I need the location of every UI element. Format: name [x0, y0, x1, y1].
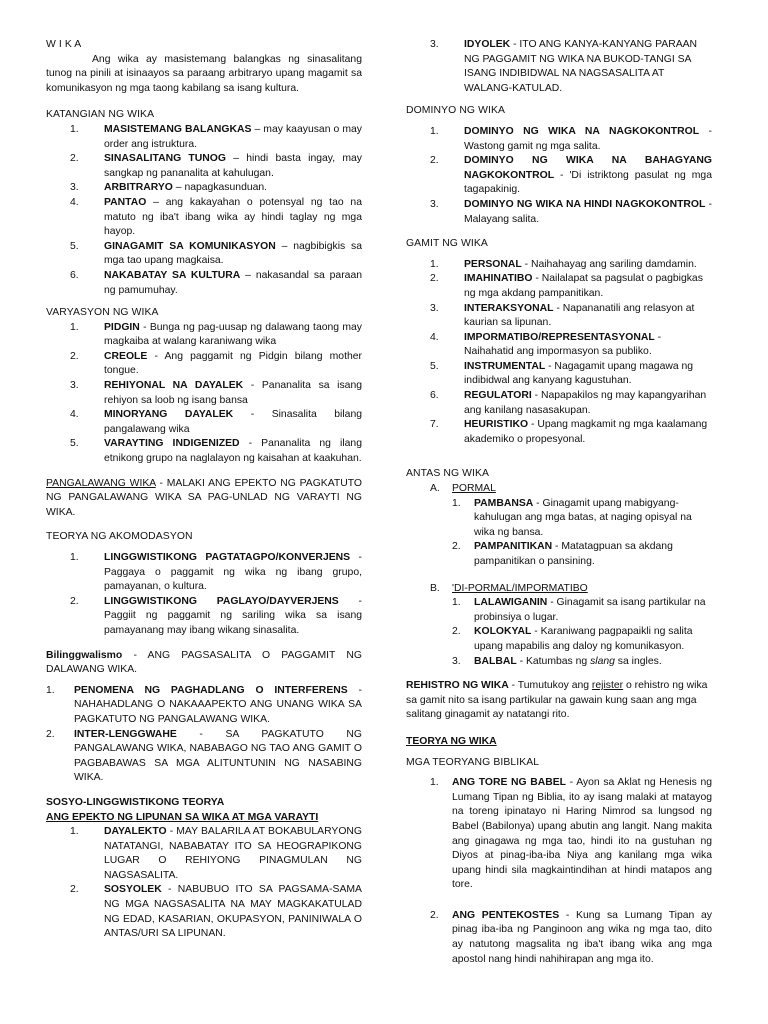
list-item: 1. PAMBANSA - Ginagamit upang mabigyang-kahulugan ang mga batas, at naging opisyal na wika ng bansa.: [452, 497, 692, 538]
list-item: 6. REGULATORI - Napapakilos ng may kapangyarihan ang kanilang nasasakupan.: [430, 390, 707, 416]
wika-intro: Ang wika ay masistemang balangkas ng sinasalitang tunog na pinili at isinaayos sa paraang arbitraryo upang magamit sa komunikasyon ng mga taong kabilang sa isang kultura.: [46, 53, 362, 94]
right-column: [406, 38, 712, 967]
list-item: 3. REHIYONAL NA DAYALEK - Pananalita sa isang rehiyon sa loob ng isang bansa: [70, 380, 362, 406]
list-item: 1. PERSONAL - Naihahayag ang sariling damdamin.: [430, 258, 697, 270]
wika-title: W I K A: [46, 39, 82, 50]
varyasyon-title: VARYASYON NG WIKA: [46, 307, 159, 319]
list-item: 3. ARBITRARYO – napagkasunduan.: [70, 182, 268, 194]
list-item: 7. HEURISTIKO - Upang magkamit ng mga kaalamang akademiko o propesyonal.: [430, 419, 708, 445]
list-item: 5. VARAYTING INDIGENIZED - Pananalita ng ilang etnikong grupo na naglalayon ng kaisahan at kaakuhan.: [70, 438, 362, 465]
list-item: 5. GINAGAMIT SA KOMUNIKASYON – nagbibigkis sa mga tao upang magkaisa.: [70, 240, 362, 267]
akomodasyon-title: TEORYA NG AKOMODASYON: [46, 531, 193, 543]
list-item: 1. DOMINYO NG WIKA NA NAGKOKONTROL - Wastong gamit ng mga salita.: [430, 125, 712, 152]
katangian-list: [70, 123, 362, 298]
list-item: 1. DAYALEKTO - MAY BALARILA AT BOKABULARYONG NATATANGI, NABABATAY ITO SA HEOGRAPIKONG LUGAR O REHIYONG PINAGMULAN NG NAGSASALITA.: [70, 826, 362, 881]
bilinggwalismo-list: [46, 684, 362, 786]
list-item: 2. SINASALITANG TUNOG – hindi basta ingay, may sangkap ng pananalita at kahulugan.: [70, 153, 362, 179]
sosyo-subtitle: ANG EPEKTO NG LIPUNAN SA WIKA AT MGA VARAYTI: [46, 811, 319, 823]
list-item: 3. INTERAKSYONAL - Napananatili ang relasyon at kaurian sa lipunan.: [430, 302, 695, 329]
pormal-heading: A. PORMAL: [430, 483, 496, 495]
dominyo-title: DOMINYO NG WIKA: [406, 105, 506, 117]
list-item: 1. ANG TORE NG BABEL - Ayon sa Aklat ng Henesis ng Lumang Tipan ng Biblia, ito ay isang malaki at matayog na toreng ipinatayo ni Haring Nimrod sa lungsod ng Babel (Babilonya) upang abutin ang langit. Nang makita ang ginagawa ng mga tao, hindi ito na gustuhan ng Diyos at pinag-iba-iba Niya ang kanilang mga wika upang hindi sila magkaintindihan at hindi matapos ang tore.: [430, 777, 712, 891]
biblikal-list: [430, 776, 712, 967]
list-item: 4. IMPORMATIBO/REPRESENTASYONAL - Naihahatid ang impormasyon sa publiko.: [430, 331, 662, 358]
list-item: 1. LALAWIGANIN - Ginagamit sa isang partikular na probinsiya o lugar.: [452, 597, 706, 623]
pangalawang-wika: PANGALAWANG WIKA - MALAKI ANG EPEKTO NG PAGKATUTO NG PANGALAWANG WIKA SA PAG-UNLAD NG VARAYTI NG WIKA.: [46, 477, 362, 518]
gamit-title: GAMIT NG WIKA: [406, 238, 488, 250]
list-item: 1. MASISTEMANG BALANGKAS – may kaayusan o may order ang istruktura.: [70, 123, 363, 150]
katangian-title: KATANGIAN NG WIKA: [46, 109, 155, 121]
akomodasyon-list: [70, 551, 362, 639]
dominyo-list: [430, 125, 712, 227]
list-item: 2. CREOLE - Ang paggamit ng Pidgin bilang mother tongue.: [70, 350, 362, 377]
sosyo-list: [70, 825, 362, 942]
gamit-list: [430, 258, 712, 448]
left-column: [46, 38, 362, 942]
list-item: 5. INSTRUMENTAL - Nagagamit upang magawa ng indibidwal ang kanyang kagustuhan.: [430, 360, 694, 387]
rehistro: REHISTRO NG WIKA - Tumutukoy ang rejister o rehistro ng wika sa gamit nito sa isang partikular na gawain kung saan ang mga salitang ginagamit ay natatangi rito.: [406, 680, 708, 721]
bilinggwalismo: Bilinggwalismo - ANG PAGSASALITA O PAGGAMIT NG DALAWANG WIKA.: [46, 649, 362, 676]
idyolek-item: 3. IDYOLEK - ITO ANG KANYA-KANYANG PARAAN NG PAGGAMIT NG WIKA NA BUKOD-TANGI SA ISANG INDIBIDWAL NA NAGSASALITA AT WALANG-KATULAD.: [430, 39, 698, 94]
list-item: 3. BALBAL - Katumbas ng slang sa ingles.: [452, 655, 662, 667]
teorya-title: TEORYA NG WIKA: [406, 735, 497, 747]
list-item: 2. LINGGWISTIKONG PAGLAYO/DAYVERJENS - Paggiit ng paggamit ng sariling wika sa isang pamayanang may ibang wikang sinasalita.: [70, 595, 362, 636]
list-item: 4. PANTAO – ang kakayahan o potensyal ng tao na matuto ng iba't ibang wika ay hindi taglay ng mga hayop.: [70, 196, 362, 238]
pormal-list: [452, 497, 712, 570]
list-item: 3. DOMINYO NG WIKA NA HINDI NAGKOKONTROL - Malayang salita.: [430, 198, 712, 225]
list-item: 2. SOSYOLEK - NABUBUO ITO SA PAGSAMA-SAMA NG MGA NAGSASALITA NA MAY MAGKAKATULAD NG EDAD, KASARIAN, OKUPASYON, PANINIWALA O ANTAS/URI SA LIPUNAN.: [70, 884, 362, 940]
list-item: 6. NAKABATAY SA KULTURA – nakasandal sa paraan ng pamumuhay.: [70, 269, 362, 296]
list-item: 2. INTER-LENGGWAHE - SA PAGKATUTO NG PANGALAWANG WIKA, NABABAGO NG TAO ANG GAMIT O PAGBABAWAS SA MGA ALITUNTUNIN NG NASABING WIKA.: [46, 728, 362, 784]
list-item: 2. ANG PENTEKOSTES - Kung sa Lumang Tipan ay pinag iba-iba ng Panginoon ang wika ng mga tao, dito ay natutong magsalita ng iba't ibang wika ang mga apostol nang hindi nahihirapan ang mga ito.: [430, 909, 712, 965]
list-item: 2. IMAHINATIBO - Nailalapat sa pagsulat o pagbigkas ng mga akdang pampanitikan.: [430, 273, 703, 299]
list-item: 1. LINGGWISTIKONG PAGTATAGPO/KONVERJENS - Paggaya o paggamit ng wika ng ibang grupo, pamayanan, o kultura.: [70, 552, 362, 593]
list-item: 1. PENOMENA NG PAGHADLANG O INTERFERENS - NAHAHADLANG O NAKAAAPEKTO ANG UNANG WIKA SA PAGKATUTO NG PANGALAWANG WIKA.: [46, 684, 362, 725]
varyasyon-list: [70, 321, 362, 467]
sosyo-title: SOSYO-LINGGWISTIKONG TEORYA: [46, 796, 225, 808]
antas-title: ANTAS NG WIKA: [406, 468, 490, 480]
dipormal-heading: B. 'DI-PORMAL/IMPORMATIBO: [430, 582, 588, 594]
list-item: 1. PIDGIN - Bunga ng pag-uusap ng dalawang taong may magkaiba at walang karaniwang wika: [70, 321, 362, 348]
list-item: 4. MINORYANG DAYALEK - Sinasalita bilang pangalawang wika: [70, 409, 363, 435]
list-item: 2. PAMPANITIKAN - Matatagpuan sa akdang pampanitikan o pansining.: [452, 541, 673, 567]
list-item: 2. DOMINYO NG WIKA NA BAHAGYANG NAGKOKONTROL - 'Di istriktong pasulat ng mga tagapakinig.: [430, 155, 712, 196]
dipormal-list: [452, 596, 712, 669]
biblikal-title: MGA TEORYANG BIBLIKAL: [406, 756, 540, 768]
list-item: 2. KOLOKYAL - Karaniwang pagpapaikli ng salita upang mapabilis ang daloy ng komunikasyon.: [452, 626, 693, 652]
